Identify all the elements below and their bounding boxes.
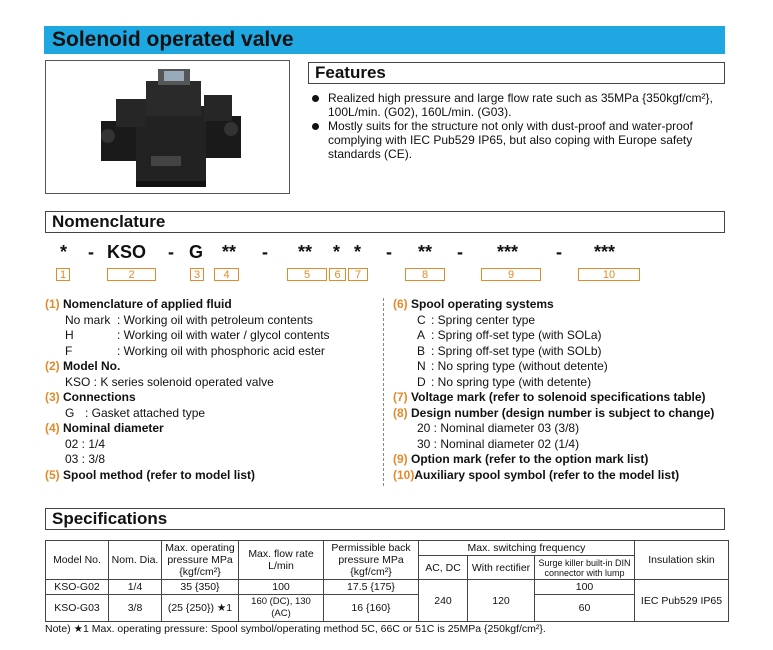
position-box: 1 [56, 268, 70, 281]
features-list [312, 91, 722, 161]
col-back-pressure: Permissible back pressure MPa {kgf/cm²} [324, 541, 419, 580]
def-heading: (9) Option mark (refer to the option mark list) [393, 452, 649, 466]
valve-photo [45, 60, 290, 194]
def-row: 20 : Nominal diameter 03 (3/8) [417, 421, 580, 435]
feature-item: Mostly suits for the structure not only with dust-proof and water-proof complying with IEC Pub529 IP65, but also coping with Europe safety standards (CE). [312, 119, 722, 161]
footnote: Note) ★1 Max. operating pressure: Spool symbol/operating method 5C, 66C or 51C is 25MPa {250kgf/cm²}. [45, 623, 546, 635]
code-part: * [60, 242, 68, 262]
specifications-table [45, 540, 729, 622]
def-heading: (8) Design number (design number is subject to change) [393, 405, 715, 420]
code-part: *** [594, 242, 616, 262]
def-heading: (10)Auxiliary spool symbol (refer to the model list) [393, 467, 680, 482]
position-box: 4 [214, 268, 239, 281]
col-rectifier: With rectifier [468, 556, 535, 580]
def-heading: (4) Nominal diameter [45, 421, 164, 435]
def-row: 03 : 3/8 [65, 452, 106, 466]
table-row: KSO-G03 3/8 (25 {250}) ★1 160 (DC), 130 (AC) 16 {160} 60 [46, 595, 729, 622]
code-part: * [333, 242, 341, 262]
code-part: * [354, 242, 362, 262]
bullet-icon [312, 95, 319, 102]
def-row: N : No spring type (without detente) [417, 359, 608, 373]
code-part: ** [418, 242, 433, 262]
code-dash: - [386, 242, 392, 262]
def-row: H : Working oil with water / glycol contents [65, 328, 330, 342]
col-max-pressure: Max. operating pressure MPa {kgf/cm²} [162, 541, 239, 580]
features-heading: Features [308, 62, 725, 84]
position-box: 8 [405, 268, 445, 281]
def-heading: (5) Spool method (refer to model list) [45, 467, 256, 482]
position-box: 5 [287, 268, 327, 281]
def-row: C : Spring center type [417, 312, 536, 327]
table-header-row [46, 541, 729, 556]
code-dash: - [88, 242, 94, 262]
col-flow: Max. flow rate L/min [239, 541, 324, 580]
code-part: ** [298, 242, 313, 262]
col-switching: Max. switching frequency [419, 541, 635, 556]
def-row: 30 : Nominal diameter 02 (1/4) [417, 436, 580, 451]
col-insulation: Insulation skin [635, 541, 729, 580]
column-divider [383, 298, 384, 486]
col-surge: Surge killer built-in DIN connector with lump [535, 556, 635, 580]
table-row: KSO-G02 1/4 35 {350} 100 17.5 {175} 240 120 100 IEC Pub529 IP65 [46, 580, 729, 595]
def-heading: (7) Voltage mark (refer to solenoid specifications table) [393, 390, 706, 404]
def-row: KSO : K series solenoid operated valve [65, 374, 274, 389]
code-dash: - [168, 242, 174, 262]
code-dash: - [262, 242, 268, 262]
def-row: No mark : Working oil with petroleum contents [65, 312, 313, 327]
code-part: ** [222, 242, 237, 262]
def-row: G : Gasket attached type [65, 405, 206, 420]
def-heading: (3) Connections [45, 390, 136, 404]
nomenclature-heading: Nomenclature [45, 211, 725, 233]
position-box: 3 [190, 268, 204, 281]
def-row: D : No spring type (with detente) [417, 374, 592, 389]
def-heading: (1) Nomenclature of applied fluid [45, 297, 232, 311]
specifications-heading: Specifications [45, 508, 725, 530]
position-box: 10 [578, 268, 640, 281]
title-bar [44, 26, 725, 54]
position-box: 6 [329, 268, 346, 281]
definitions-right [393, 297, 728, 483]
code-part: *** [497, 242, 519, 262]
bullet-icon [312, 123, 319, 130]
definitions-left [45, 297, 380, 483]
position-box: 7 [348, 268, 368, 281]
col-model: Model No. [46, 541, 109, 580]
code-part: KSO [107, 242, 147, 262]
def-heading: (6) Spool operating systems [393, 297, 554, 311]
feature-item: Realized high pressure and large flow rate such as 35MPa {350kgf/cm²}, 100L/min. (G02), 160L/min. (G03). [312, 91, 722, 119]
valve-illustration [46, 61, 289, 193]
position-box: 2 [107, 268, 156, 281]
def-row: 02 : 1/4 [65, 436, 106, 451]
code-part: G [189, 242, 204, 262]
page-title: Solenoid operated valve [52, 28, 294, 51]
col-dia: Nom. Dia. [109, 541, 162, 580]
def-row: F : Working oil with phosphoric acid ester [65, 343, 325, 358]
code-dash: - [556, 242, 562, 262]
def-heading: (2) Model No. [45, 359, 121, 373]
def-row: B : Spring off-set type (with SOLb) [417, 343, 602, 358]
position-box: 9 [481, 268, 541, 281]
code-dash: - [457, 242, 463, 262]
col-acdc: AC, DC [419, 556, 468, 580]
def-row: A : Spring off-set type (with SOLa) [417, 328, 602, 342]
